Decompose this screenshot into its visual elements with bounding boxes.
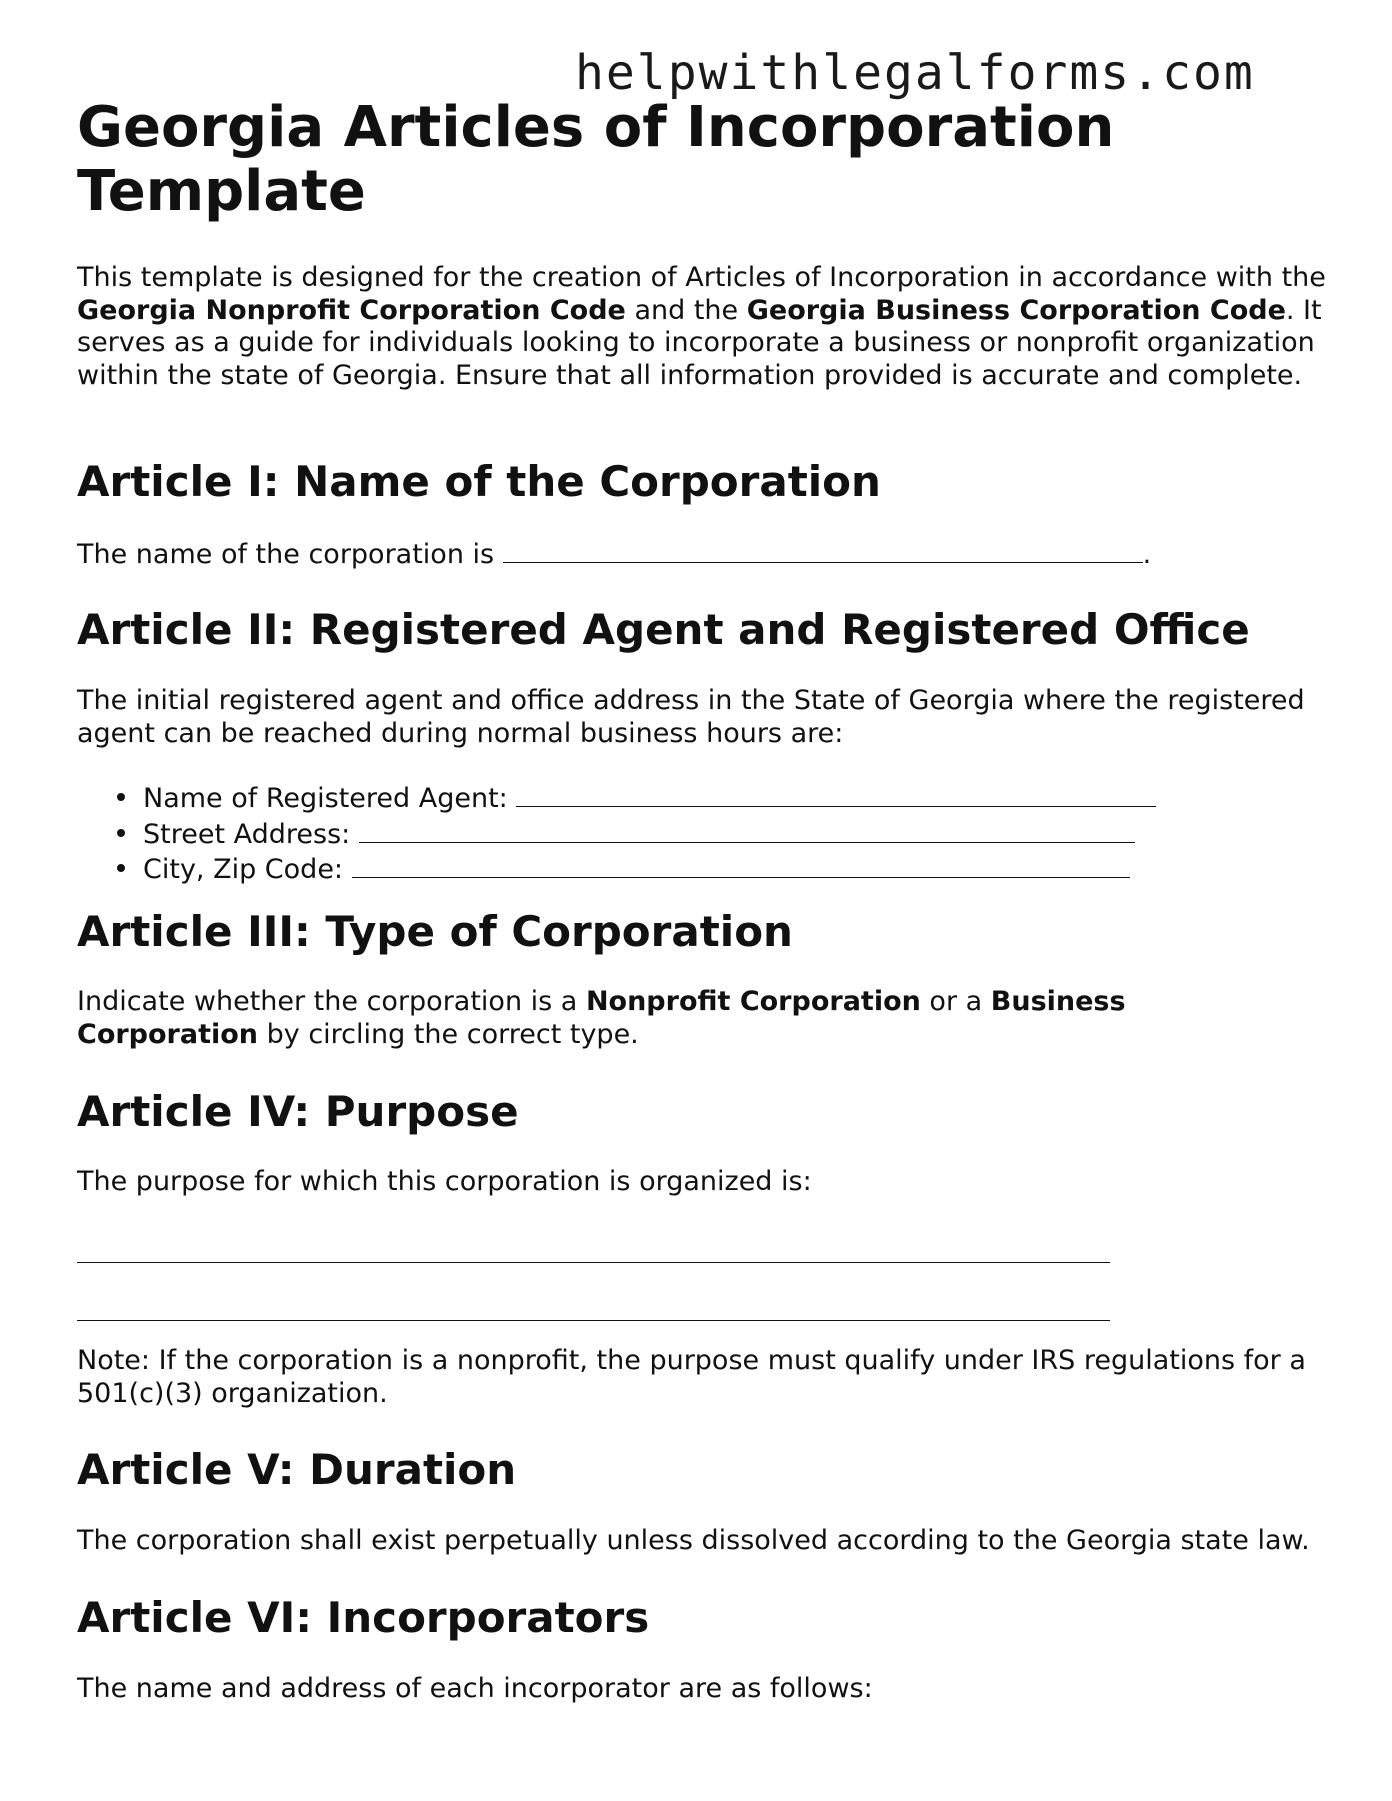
street-address-blank[interactable] (359, 816, 1135, 843)
city-zip-label: City, Zip Code: (143, 854, 352, 885)
page-title: Georgia Articles of Incorporation Template (77, 95, 1115, 224)
article-5-heading: Article V: Duration (77, 1445, 517, 1494)
watermark-site-name: helpwithlegalforms.com (575, 45, 1255, 101)
intro-paragraph (77, 262, 1327, 392)
article-1-text (77, 536, 1327, 572)
intro-bold-business-code: Georgia Business Corporation Code (746, 294, 1286, 326)
corporation-name-label: The name of the corporation is (77, 539, 503, 570)
article-2-text: The initial registered agent and office address in the State of Georgia where the registered agent can be reached during normal business hours are: (77, 685, 1305, 749)
intro-bold-nonprofit-code: Georgia Nonprofit Corporation Code (77, 294, 626, 326)
article-5-text: The corporation shall exist perpetually unless dissolved according to the Georgia state law. (77, 1525, 1310, 1556)
article-3-text-2: or a (920, 986, 991, 1017)
registered-agent-list (77, 780, 1392, 887)
article-1-heading: Article I: Name of the Corporation (77, 457, 881, 506)
intro-text-3: . It serves as a guide for individuals looking to incorporate a business or nonprofit organization within the state of Georgia. Ensure that all information provided is accurate and complete. (77, 294, 1322, 391)
article-4-note: Note: If the corporation is a nonprofit, the purpose must qualify under IRS regulations for a 501(c)(3) organization. (77, 1345, 1306, 1409)
corporation-name-period: . (1142, 539, 1152, 570)
intro-text-2: and the (625, 294, 747, 326)
article-3-text (77, 986, 1157, 1051)
article-4-heading: Article IV: Purpose (77, 1087, 519, 1136)
business-corporation-option[interactable]: Business Corporation (77, 986, 1126, 1050)
purpose-blank-line-1[interactable] (77, 1262, 1110, 1263)
list-item (143, 816, 1392, 852)
list-item (143, 780, 1392, 816)
nonprofit-corporation-option[interactable]: Nonprofit Corporation (585, 986, 921, 1017)
registered-agent-name-label: Name of Registered Agent: (143, 783, 517, 814)
article-4-text: The purpose for which this corporation is organized is: (77, 1166, 812, 1197)
article-3-heading: Article III: Type of Corporation (77, 907, 793, 956)
article-2-heading: Article II: Registered Agent and Registered Office (77, 605, 1250, 654)
corporation-name-blank[interactable] (503, 536, 1143, 563)
article-6-heading: Article VI: Incorporators (77, 1593, 650, 1642)
article-3-text-1: Indicate whether the corporation is a (77, 986, 586, 1017)
city-zip-blank[interactable] (352, 851, 1130, 878)
intro-text-1: This template is designed for the creation of Articles of Incorporation in accordance with the (77, 262, 1326, 293)
article-3-text-3: by circling the correct type. (258, 1018, 639, 1050)
purpose-blank-line-2[interactable] (77, 1320, 1110, 1321)
registered-agent-name-blank[interactable] (516, 780, 1156, 807)
list-item (143, 851, 1392, 887)
article-6-text: The name and address of each incorporator are as follows: (77, 1673, 873, 1704)
street-address-label: Street Address: (143, 818, 359, 850)
